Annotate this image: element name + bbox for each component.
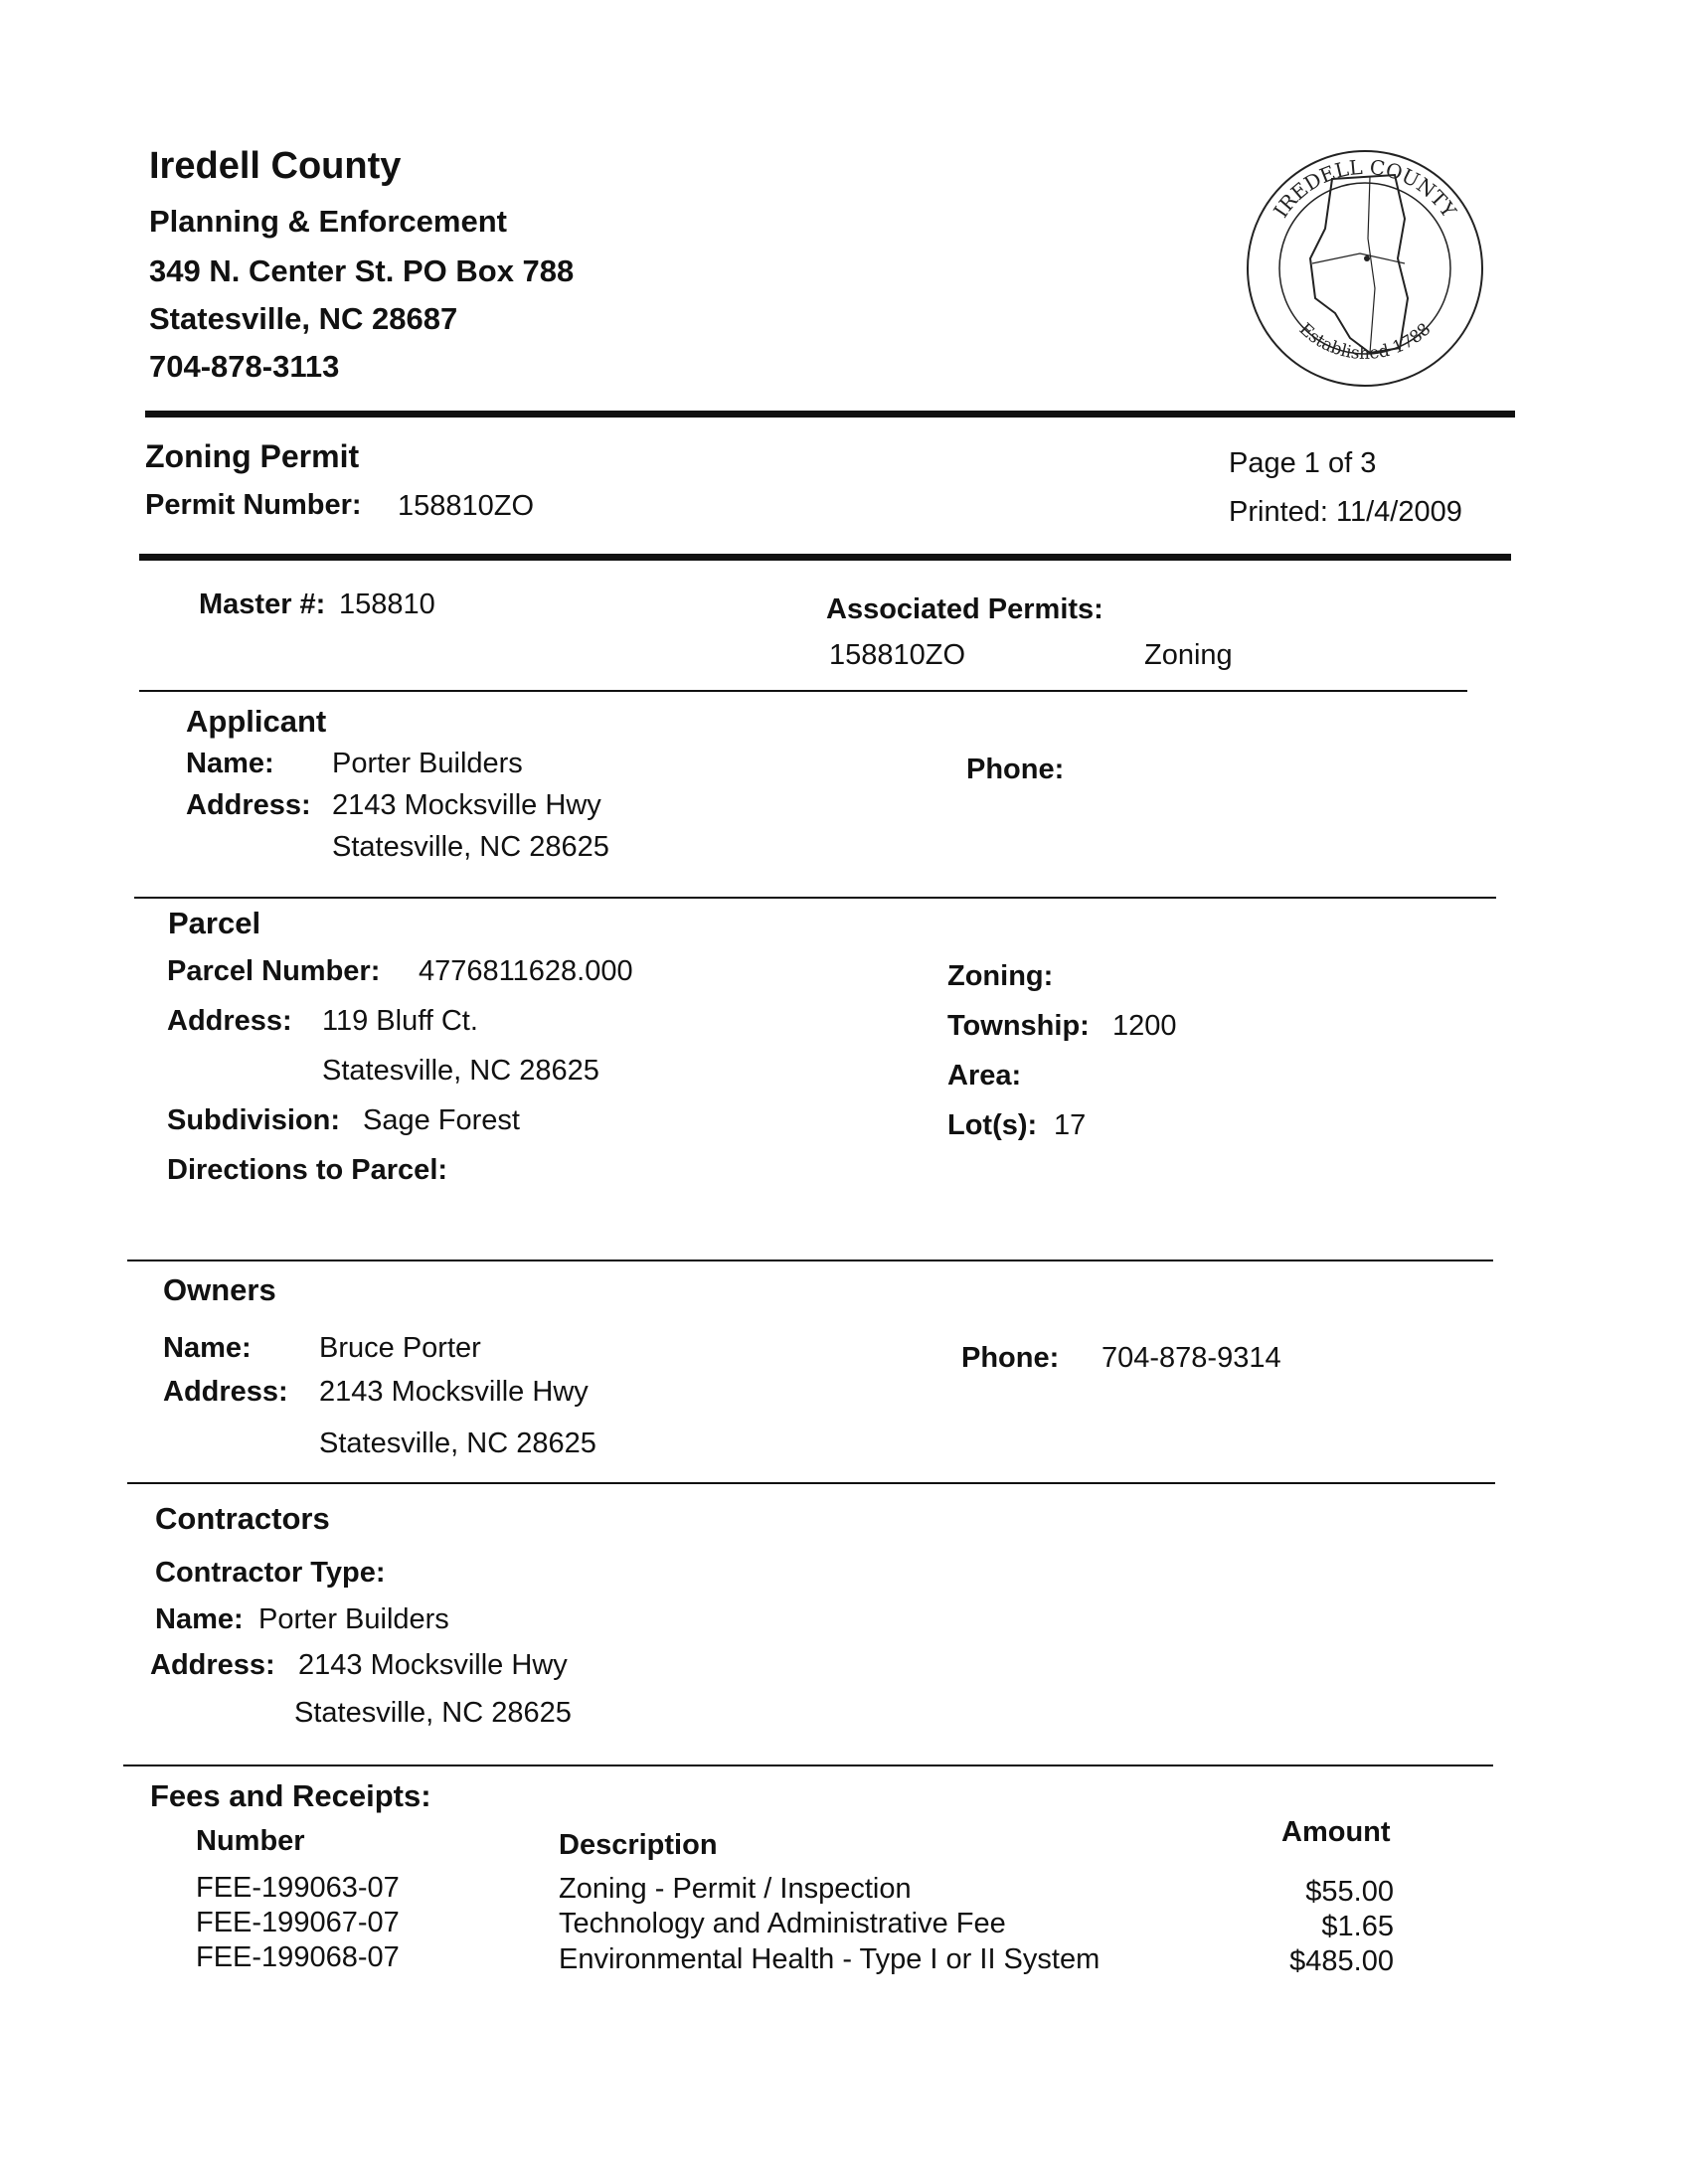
applicant-name-label: Name: [186,748,274,779]
master-label: Master #: [199,588,326,620]
owner-phone-label: Phone: [961,1342,1060,1374]
contractor-address-line1: 2143 Mocksville Hwy [298,1649,568,1681]
org-city: Statesville, NC 28687 [149,301,458,336]
fees-col-number: Number [196,1825,305,1857]
subdivision-value: Sage Forest [363,1104,520,1136]
contractor-name-label: Name: [155,1603,244,1635]
area-label: Area: [947,1060,1022,1092]
lots-label: Lot(s): [947,1109,1038,1141]
permit-number-value: 158810ZO [398,490,535,522]
section-divider [123,1764,1493,1766]
associated-permit-type: Zoning [1144,639,1233,671]
subdivision-label: Subdivision: [167,1104,340,1136]
owner-name-label: Name: [163,1332,252,1364]
parcel-number: 4776811628.000 [419,955,633,987]
owner-address-line2: Statesville, NC 28625 [319,1428,596,1459]
zoning-label: Zoning: [947,960,1054,992]
directions-label: Directions to Parcel: [167,1154,448,1186]
section-divider [134,897,1496,899]
contractors-title: Contractors [155,1501,330,1536]
county-seal [1241,149,1489,388]
fees-col-amount: Amount [1281,1816,1391,1848]
permit-title: Zoning Permit [145,438,360,474]
associated-permits-label: Associated Permits: [826,593,1103,625]
parcel-number-label: Parcel Number: [167,955,381,987]
contractor-address-label: Address: [150,1649,275,1681]
page-indicator: Page 1 of 3 [1229,447,1377,479]
permit-number-label: Permit Number: [145,489,362,521]
applicant-address-line2: Statesville, NC 28625 [332,831,609,863]
fee-description: Zoning - Permit / Inspection [559,1873,912,1905]
owner-address-line1: 2143 Mocksville Hwy [319,1376,589,1408]
parcel-address-label: Address: [167,1005,292,1037]
seal-text-bottom: Established 1788 [1294,319,1436,364]
fees-title: Fees and Receipts: [150,1778,431,1813]
associated-permit-number: 158810ZO [829,639,966,671]
contractor-type-label: Contractor Type: [155,1557,386,1589]
fee-number: FEE-199067-07 [196,1907,400,1938]
fee-description: Environmental Health - Type I or II System [559,1943,1101,1975]
owners-title: Owners [163,1272,276,1307]
header-divider [145,411,1515,418]
org-street: 349 N. Center St. PO Box 788 [149,253,575,288]
contractor-address-line2: Statesville, NC 28625 [294,1697,572,1729]
applicant-address-label: Address: [186,789,311,821]
owner-name: Bruce Porter [319,1332,481,1364]
fee-number: FEE-199068-07 [196,1941,400,1973]
fee-number: FEE-199063-07 [196,1872,400,1904]
lots-value: 17 [1054,1109,1087,1141]
township-value: 1200 [1112,1010,1177,1042]
permit-divider [139,554,1511,561]
org-name: Iredell County [149,145,402,187]
contractor-name: Porter Builders [258,1603,449,1635]
applicant-address-line1: 2143 Mocksville Hwy [332,789,601,821]
parcel-address-line1: 119 Bluff Ct. [322,1005,478,1037]
applicant-name: Porter Builders [332,748,523,779]
seal-text-top: IREDELL COUNTY [1269,154,1461,223]
fee-description: Technology and Administrative Fee [559,1908,1006,1939]
applicant-phone-label: Phone: [966,754,1065,785]
section-divider [139,690,1467,692]
master-value: 158810 [339,588,435,620]
fees-col-description: Description [559,1829,718,1861]
parcel-title: Parcel [168,906,261,940]
owner-address-label: Address: [163,1376,288,1408]
org-department: Planning & Enforcement [149,204,507,239]
section-divider [127,1260,1493,1261]
applicant-title: Applicant [186,704,327,739]
section-divider [127,1482,1495,1484]
owner-phone: 704-878-9314 [1101,1342,1281,1374]
parcel-address-line2: Statesville, NC 28625 [322,1055,599,1087]
fee-amount: $485.00 [1289,1945,1394,1977]
org-phone: 704-878-3113 [149,349,340,384]
fee-amount: $1.65 [1321,1911,1394,1942]
township-label: Township: [947,1010,1090,1042]
printed-date: Printed: 11/4/2009 [1229,496,1462,528]
fee-amount: $55.00 [1305,1876,1394,1908]
